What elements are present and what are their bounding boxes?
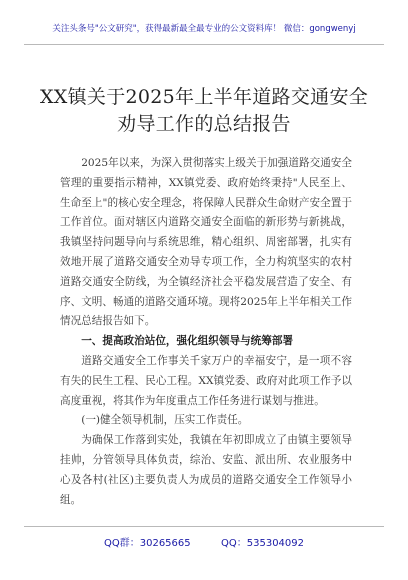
- intro-paragraph: 2025年以来，为深入贯彻落实上级关于加强道路交通安全管理的重要指示精神，XX镇党委、政府始终秉持"人民至上、生命至上"的核心安全理念，将保障人民群众生命财产安全置于工作首位。面对辖区内道路交通安全面临的新形势与新挑战，我镇坚持问题导向与系统思维，精心组织、周密部署，扎实有效地开展了道路交通安全劝导专项工作，全力构筑坚实的农村道路交通安全防线，为全镇经济社会平稳发展营造了安全、有序、文明、畅通的道路交通环境。现将2025年上半年相关工作情况总结报告如下。: [60, 157, 352, 328]
- subsection-1-paragraph: 为确保工作落到实处，我镇在年初即成立了由镇主要领导挂帅，分管领导具体负责，综治、安监、派出所、农业服务中心及各村(社区)主要负责人为成员的道路交通安全工作领导小组。: [60, 434, 352, 506]
- title-line-1: XX镇关于2025年上半年道路交通安全: [39, 86, 369, 108]
- header-notice: 关注头条号"公文研究"，获得最新最全最专业的公文资料库！ 微信：gongwenyj: [52, 24, 356, 34]
- document-body: [60, 154, 352, 510]
- document-title: [0, 84, 408, 138]
- subheading-1: (一)健全领导机制，压实工作责任。: [81, 414, 249, 427]
- section-heading-1: 一、提高政治站位，强化组织领导与统筹部署: [81, 335, 294, 348]
- footer-contact: [0, 534, 408, 549]
- footer-divider: [24, 526, 384, 527]
- title-line-2: 劝导工作的总结报告: [117, 113, 291, 135]
- footer-qq-number: QQ：535304092: [221, 538, 305, 549]
- header-divider: [24, 44, 384, 45]
- section-1-paragraph: 道路交通安全工作事关千家万户的幸福安宁，是一项不容有失的民生工程、民心工程。XX镇党委、政府对此项工作予以高度重视，将其作为年度重点工作任务进行谋划与推进。: [60, 354, 352, 407]
- footer-qq-group: QQ群：30265665: [103, 538, 191, 549]
